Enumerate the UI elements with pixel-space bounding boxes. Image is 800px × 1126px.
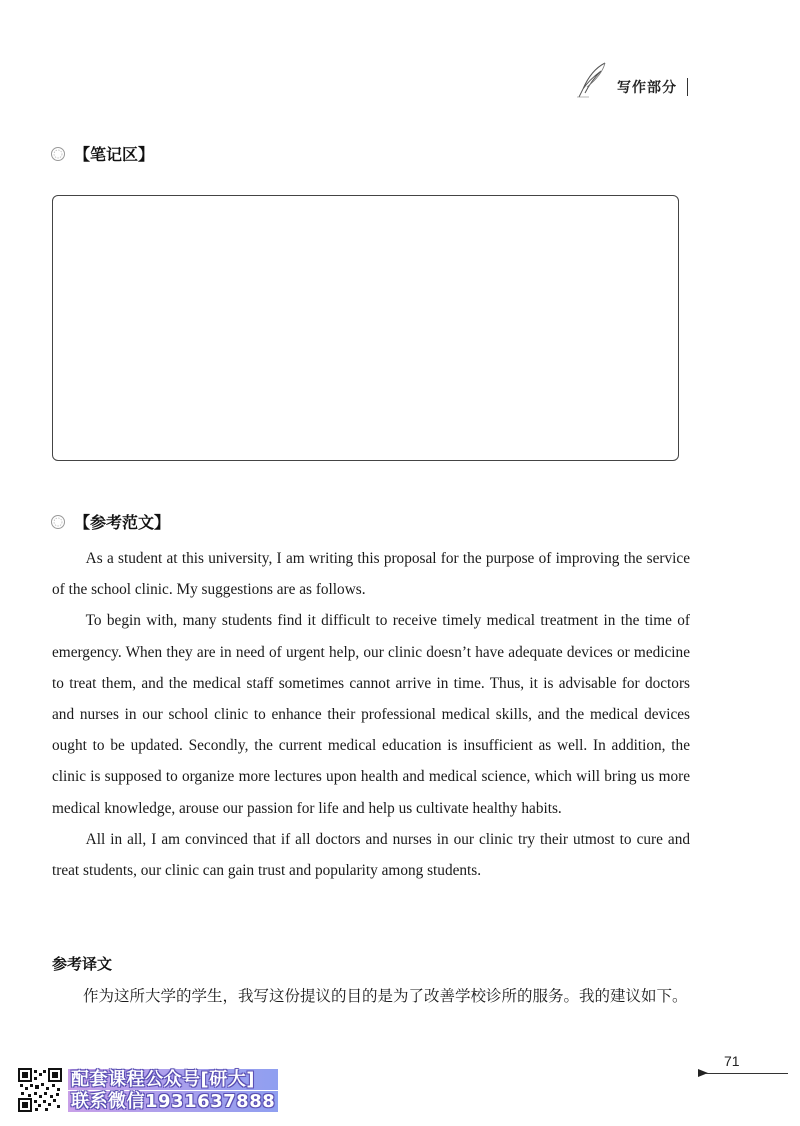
page-header [575,60,688,100]
essay-paragraph: All in all, I am convinced that if all doctors and nurses in our clinic try their utmost to cure and treat students, our clinic can gain trust and popularity among students. [52,830,690,880]
essay-heading [50,510,170,533]
bullet-circle-icon [50,514,66,530]
essay-heading-text: 【参考范文】 [74,513,171,532]
watermark [18,1068,278,1112]
header-divider [687,78,688,96]
notes-area[interactable] [52,195,679,461]
watermark-text [68,1069,278,1112]
watermark-line-2: 联系微信1931637888 [68,1091,278,1112]
bullet-circle-icon [50,146,66,162]
notes-heading-text: 【笔记区】 [74,145,155,164]
page-number: 71 [724,1053,740,1069]
essay-paragraph: As a student at this university, I am writing this proposal for the purpose of improving the service of the school clinic. My suggestions are as follows. [52,550,690,599]
notes-heading [50,142,154,165]
translation-text [52,980,690,1012]
watermark-line-1: 配套课程公众号[研大] [68,1069,278,1090]
page-footer [698,1055,788,1077]
translation-heading: 参考译文 [52,955,113,973]
sample-essay [52,543,690,886]
footer-rule [706,1073,788,1074]
qr-code-icon [18,1068,62,1112]
section-header-title: 写作部分 [617,80,677,96]
translation-paragraph: 作为这所大学的学生，我写这份提议的目的是为了改善学校诊所的服务。我的建议如下。 [83,987,688,1005]
essay-paragraph: To begin with, many students find it difficult to receive timely medical treatment in the time of emergency. When they are in need of urgent help, our clinic doesn’t have adequate devices or medicine to treat them, and the medical staff sometimes cannot arrive in time. Thus, it is advisable for doctors and nurses in our school clinic to enhance their professional medical skills, and the medical devices ought to be updated. Secondly, the current medical education is insufficient as well. In addition, the clinic is supposed to organize more lectures upon health and medical science, which will bring us more medical knowledge, arouse our passion for life and help us cultivate healthy habits. [52,612,690,817]
quill-icon [575,61,609,99]
